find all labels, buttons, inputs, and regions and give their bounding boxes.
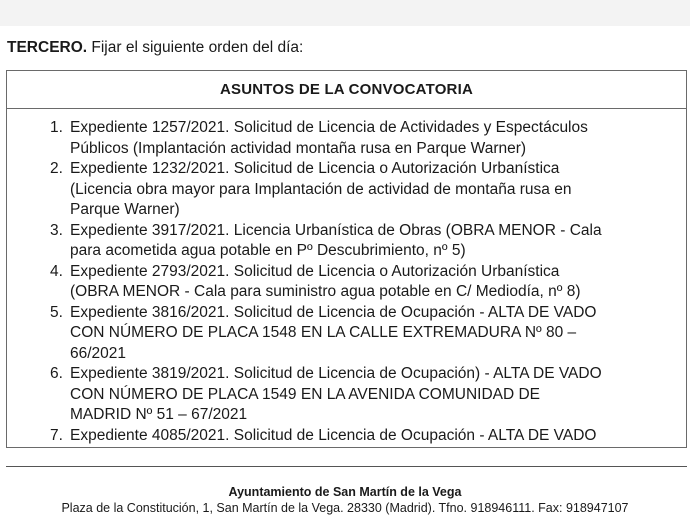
agenda-item-line: (Licencia obra mayor para Implantación de actividad de montaña rusa en bbox=[70, 180, 572, 198]
agenda-item-line: 66/2021 bbox=[70, 344, 127, 362]
agenda-item bbox=[7, 303, 686, 365]
agenda-item-line: para acometida agua potable en Pº Descubrimiento, nº 5) bbox=[70, 242, 466, 259]
intro-text: Fijar el siguiente orden del día: bbox=[87, 39, 304, 56]
agenda-item bbox=[7, 262, 686, 303]
agenda-item-number: 2. bbox=[50, 160, 63, 177]
agenda-item bbox=[7, 364, 686, 426]
agenda-item-line: Expediente 2793/2021. Solicitud de Licencia o Autorización Urbanística bbox=[70, 262, 560, 280]
agenda-item-number: 5. bbox=[50, 303, 63, 321]
agenda-header: ASUNTOS DE LA CONVOCATORIA bbox=[7, 71, 686, 109]
agenda-item-line: (OBRA MENOR - Cala para suministro agua potable en C/ Mediodía, nº 8) bbox=[70, 283, 581, 300]
agenda-table bbox=[6, 70, 687, 448]
agenda-item bbox=[7, 118, 686, 159]
agenda-list bbox=[7, 118, 686, 446]
intro-paragraph bbox=[7, 39, 303, 57]
agenda-item-line: CON NÚMERO DE PLACA 1549 EN LA AVENIDA COMUNIDAD DE bbox=[70, 385, 541, 403]
agenda-item-line: Expediente 1257/2021. Solicitud de Licencia de Actividades y Espectáculos bbox=[70, 119, 588, 136]
agenda-item bbox=[7, 426, 686, 447]
agenda-item-number: 3. bbox=[50, 221, 63, 239]
intro-label: TERCERO. bbox=[7, 39, 88, 56]
agenda-item-line: CON NÚMERO DE PLACA 1548 EN LA CALLE EXTREMADURA Nº 80 – bbox=[70, 324, 577, 341]
agenda-item-line: Parque Warner) bbox=[70, 201, 180, 218]
agenda-item-line: Expediente 1232/2021. Solicitud de Licencia o Autorización Urbanística bbox=[70, 160, 560, 177]
agenda-item-line: MADRID Nº 51 – 67/2021 bbox=[70, 406, 248, 423]
agenda-item bbox=[7, 159, 686, 221]
agenda-item-line: Públicos (Implantación actividad montaña rusa en Parque Warner) bbox=[70, 139, 527, 157]
agenda-item-number: 1. bbox=[50, 119, 63, 136]
agenda-item bbox=[7, 221, 686, 262]
agenda-item-line: Expediente 4085/2021. Solicitud de Licencia de Ocupación - ALTA DE VADO bbox=[70, 426, 597, 444]
agenda-item-line: Expediente 3917/2021. Licencia Urbanística de Obras (OBRA MENOR - Cala bbox=[70, 221, 602, 239]
footer-address: Plaza de la Constitución, 1, San Martín de la Vega. 28330 (Madrid). Tfno. 918946111. Fax: 918947107 bbox=[61, 501, 629, 515]
agenda-item-line: Expediente 3816/2021. Solicitud de Licencia de Ocupación - ALTA DE VADO bbox=[70, 303, 597, 321]
top-strip bbox=[0, 0, 690, 26]
agenda-item-number: 4. bbox=[50, 262, 63, 280]
footer-divider bbox=[6, 466, 687, 467]
agenda-item-line: Expediente 3819/2021. Solicitud de Licencia de Ocupación) - ALTA DE VADO bbox=[70, 365, 602, 382]
agenda-item-number: 7. bbox=[50, 426, 63, 444]
agenda-item-number: 6. bbox=[50, 365, 63, 382]
footer-organization: Ayuntamiento de San Martín de la Vega bbox=[228, 485, 462, 499]
